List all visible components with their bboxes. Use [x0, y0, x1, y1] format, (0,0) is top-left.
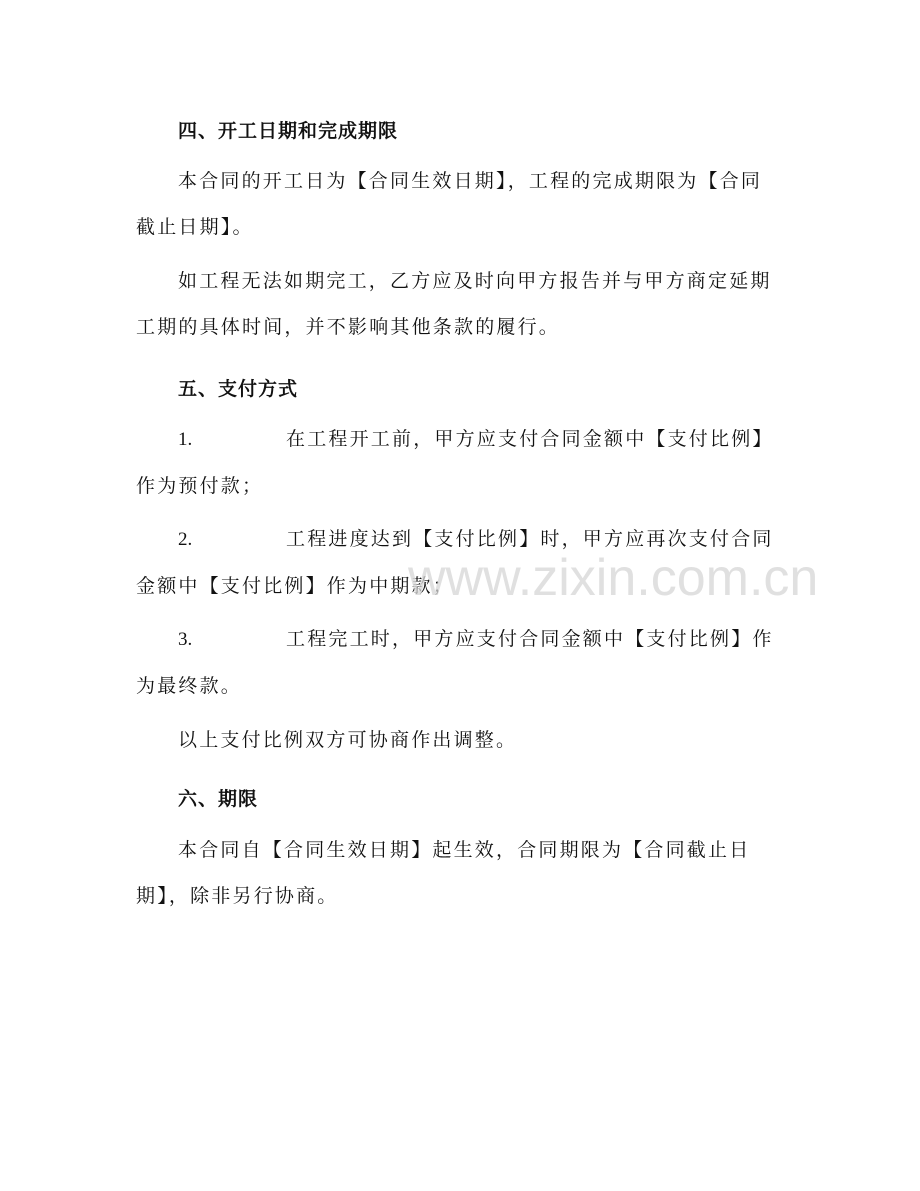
section-4-paragraph-1	[136, 158, 776, 250]
payment-item-3-number: 3.	[178, 629, 193, 650]
section-4-heading: 四、开工日期和完成期限	[178, 120, 399, 142]
section-6-paragraph-1-text: 本合同自【合同生效日期】起生效，合同期限为【合同截止日期】，除非另行协商。	[136, 839, 751, 907]
section-4-paragraph-2	[136, 258, 776, 350]
payment-item-3-text: 工程完工时，甲方应支付合同金额中【支付比例】作为最终款。	[136, 628, 774, 697]
payment-item-2-text: 工程进度达到【支付比例】时，甲方应再次支付合同金额中【支付比例】作为中期款；	[136, 528, 774, 597]
section-6-paragraph-1	[136, 827, 776, 919]
payment-item-2-number: 2.	[178, 529, 193, 550]
section-5-heading: 五、支付方式	[178, 378, 299, 400]
payment-adjustment-note-text: 以上支付比例双方可协商作出调整。	[178, 729, 518, 751]
section-6-heading: 六、期限	[178, 788, 259, 810]
payment-item-1-text: 在工程开工前，甲方应支付合同金额中【支付比例】作为预付款；	[136, 428, 774, 497]
payment-item-1	[136, 416, 776, 509]
payment-adjustment-note	[136, 717, 776, 763]
payment-item-3	[136, 616, 776, 709]
payment-item-1-number: 1.	[178, 429, 193, 450]
section-4-paragraph-1-text: 本合同的开工日为【合同生效日期】，工程的完成期限为【合同截止日期】。	[136, 170, 763, 238]
site-watermark: www.zixin.com.cn	[408, 549, 819, 607]
section-4-paragraph-2-text: 如工程无法如期完工，乙方应及时向甲方报告并与甲方商定延期工期的具体时间，并不影响其他条款的履行。	[136, 270, 772, 338]
